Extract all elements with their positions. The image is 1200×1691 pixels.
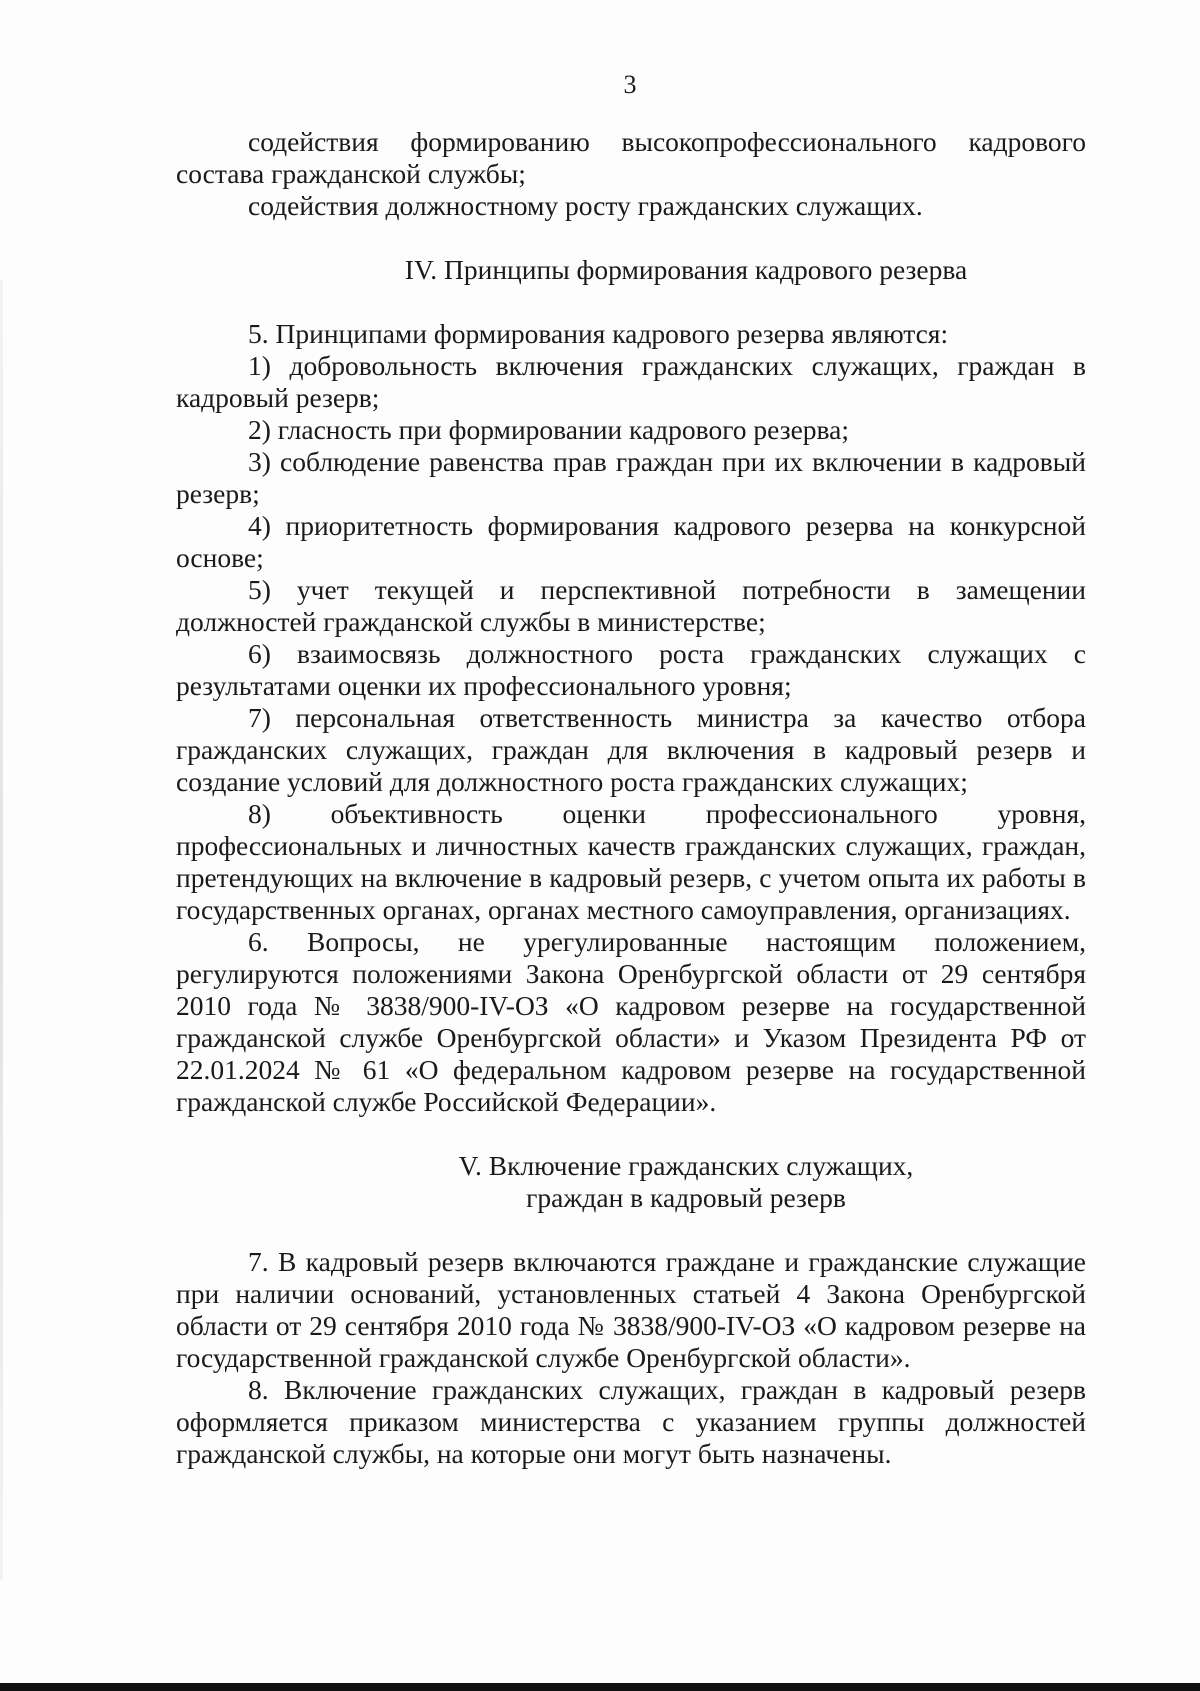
paragraph-top-2: содействия должностному росту гражданских служащих. bbox=[248, 190, 923, 221]
section-5-heading-line-2: граждан в кадровый резерв bbox=[526, 1182, 846, 1213]
principle-item-5: 5) учет текущей и перспективной потребности в замещении должностей гражданской службы в министерстве; bbox=[176, 574, 1086, 637]
point-8: 8. Включение гражданских служащих, граждан в кадровый резерв оформляется приказом министерства с указанием группы должностей гражданской службы, на которые они могут быть назначены. bbox=[176, 1374, 1086, 1469]
principle-item-7: 7) персональная ответственность министра за качество отбора гражданских служащих, граждан для включения в кадровый резерв и создание условий для должностного роста гражданских служащих; bbox=[176, 702, 1086, 797]
principle-item-4: 4) приоритетность формирования кадрового резерва на конкурсной основе; bbox=[176, 510, 1086, 573]
principle-item-1: 1) добровольность включения гражданских служащих, граждан в кадровый резерв; bbox=[176, 350, 1086, 413]
document-body bbox=[176, 126, 1086, 1470]
scan-bottom-edge bbox=[0, 1683, 1200, 1691]
principle-item-6: 6) взаимосвязь должностного роста гражданских служащих с результатами оценки их профессионального уровня; bbox=[176, 638, 1086, 701]
principle-item-3: 3) соблюдение равенства прав граждан при их включении в кадровый резерв; bbox=[176, 446, 1086, 509]
section-5-heading-line-1: V. Включение гражданских служащих, bbox=[458, 1150, 914, 1181]
point-7: 7. В кадровый резерв включаются граждане и гражданские служащие при наличии оснований, установленных статьей 4 Закона Оренбургской области от 29 сентября 2010 года № 3838/900-IV-ОЗ «О кадровом резерве на государственной гражданской службе Оренбургской области». bbox=[176, 1246, 1086, 1373]
principle-item-2: 2) гласность при формировании кадрового резерва; bbox=[248, 414, 850, 445]
principle-item-8: 8) объективность оценки профессионального уровня, профессиональных и личностных качеств гражданских служащих, граждан, претендующих на включение в кадровый резерв, с учетом опыта их работы в государственных органах, органах местного самоуправления, организациях. bbox=[176, 798, 1086, 925]
section-4-intro: 5. Принципами формирования кадрового резерва являются: bbox=[248, 318, 949, 349]
section-4-heading: IV. Принципы формирования кадрового резерва bbox=[404, 254, 968, 285]
paragraph-top-1: содействия формированию высокопрофессионального кадрового состава гражданской службы; bbox=[176, 126, 1086, 189]
scan-shadow-left bbox=[0, 280, 3, 1580]
page-number: 3 bbox=[623, 70, 637, 99]
point-6: 6. Вопросы, не урегулированные настоящим положением, регулируются положениями Закона Оренбургской области от 29 сентября 2010 года № 3838/900-IV-ОЗ «О кадровом резерве на государственной гражданской службе Оренбургской области» и Указом Президента РФ от 22.01.2024 № 61 «О федеральном кадровом резерве на государственной гражданской службе Российской Федерации». bbox=[176, 926, 1086, 1117]
